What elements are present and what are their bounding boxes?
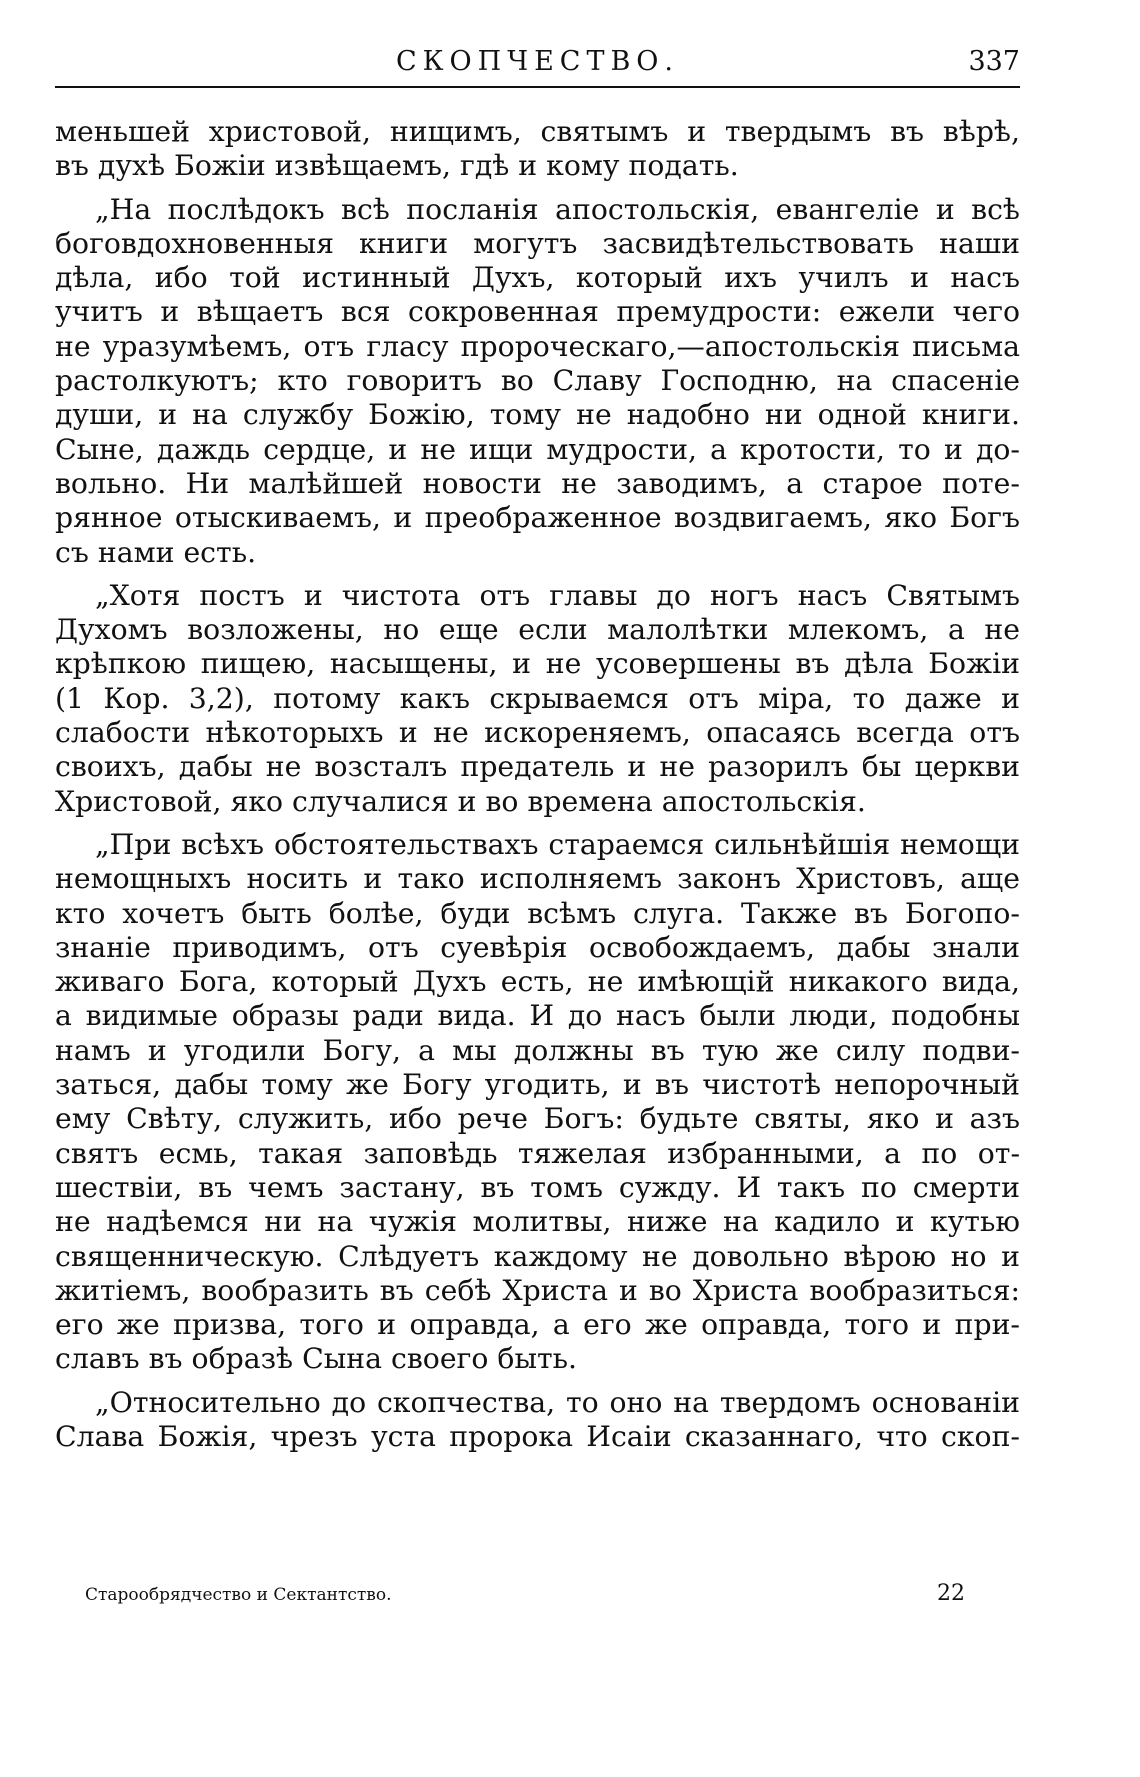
text-line: житіемъ, вообразить въ себѣ Христа и во Христа вообразиться:	[55, 1273, 1020, 1307]
text-line: крѣпкою пищею, насыщены, и не усовершены въ дѣла Божіи	[55, 647, 1020, 681]
text-line: намъ и угодили Богу, а мы должны въ тую же силу подви-	[55, 1033, 1020, 1067]
text-line: заться, дабы тому же Богу угодить, и въ чистотѣ непорочный	[55, 1068, 1020, 1102]
text-line: „Хотя постъ и чистота отъ главы до ногъ насъ Святымъ	[95, 578, 1020, 612]
text-line: Духомъ возложены, но еще если малолѣтки млекомъ, а не	[55, 613, 1020, 647]
text-line: не надѣемся ни на чужія молитвы, ниже на кадило и кутью	[55, 1205, 1020, 1239]
text-line: „Относительно до скопчества, то оно на твердомъ основаніи	[95, 1385, 1020, 1419]
page-footer	[85, 1581, 965, 1615]
text-line: священническую. Слѣдуетъ каждому не довольно вѣрою но и	[55, 1239, 1020, 1273]
text-line: живаго Бога, который Духъ есть, не имѣющій никакого вида,	[55, 965, 1020, 999]
text-line: слабости нѣкоторыхъ и не искореняемъ, опасаясь всегда отъ	[55, 716, 1020, 750]
text-line: (1 Кор. 3,2), потому какъ скрываемся отъ міра, то даже и	[55, 681, 1020, 715]
text-line: а видимые образы ради вида. И до насъ были люди, подобны	[55, 999, 1020, 1033]
paragraph-2	[55, 193, 1020, 570]
text-line: души, и на службу Божію, тому не надобно ни одной книги.	[55, 398, 1020, 432]
text-line: шествіи, въ чемъ застану, въ томъ сужду. И такъ по смерти	[55, 1170, 1020, 1204]
paragraph-3	[55, 579, 1020, 819]
text-line: дѣла, ибо той истинный Духъ, который ихъ училъ и насъ	[55, 261, 1020, 295]
text-line: растолкуютъ; кто говоритъ во Славу Господню, на спасеніе	[55, 364, 1020, 398]
page-number: 337	[968, 46, 1020, 77]
text-line: немощныхъ носить и тако исполняемъ законъ Христовъ, аще	[55, 862, 1020, 896]
page-header	[55, 44, 1020, 84]
text-line: „При всѣхъ обстоятельствахъ стараемся сильнѣйшія немощи	[95, 827, 1020, 861]
signature-mark: 22	[937, 1581, 965, 1606]
footer-title: Старообрядчество и Сектантство.	[85, 1585, 392, 1605]
text-line: кто хочетъ быть болѣе, буди всѣмъ слуга. Также въ Богопо-	[55, 896, 1020, 930]
text-line: въ духѣ Божіи извѣщаемъ, гдѣ и кому подать.	[55, 149, 739, 183]
text-line: меньшей христовой, нищимъ, святымъ и твердымъ въ вѣрѣ,	[55, 115, 1020, 148]
body-text	[55, 115, 1020, 1454]
text-line: рянное отыскиваемъ, и преображенное воздвигаемъ, яко Богъ	[55, 501, 1020, 535]
text-line: ему Свѣту, служить, ибо рече Богъ: будьте святы, яко и азъ	[55, 1102, 1020, 1136]
text-line: вольно. Ни малѣйшей новости не заводимъ, а старое поте-	[55, 466, 1020, 500]
text-line: знаніе приводимъ, отъ суевѣрія освобождаемъ, дабы знали	[55, 930, 1020, 964]
text-line: Сыне, даждь сердце, и не ищи мудрости, а кротости, то и до-	[55, 432, 1020, 466]
paragraph-5	[55, 1386, 1020, 1455]
text-line: боговдохновенныя книги могутъ засвидѣтельствовать наши	[55, 226, 1020, 260]
text-line: славъ въ образѣ Сына своего быть.	[55, 1342, 578, 1376]
text-line: Христовой, яко случалися и во времена апостольскія.	[55, 784, 866, 818]
text-line: учитъ и вѣщаетъ вся сокровенная премудрости: ежели чего	[55, 295, 1020, 329]
text-line: его же призва, того и оправда, а его же оправда, того и при-	[55, 1308, 1020, 1342]
header-rule	[55, 86, 1020, 88]
text-line: съ нами есть.	[55, 535, 257, 569]
paragraph-4	[55, 828, 1020, 1377]
paragraph-1	[55, 115, 1020, 184]
text-line: святъ есмь, такая заповѣдь тяжелая избранными, а по от-	[55, 1136, 1020, 1170]
running-title: СКОПЧЕСТВО.	[395, 46, 680, 77]
text-line: „На послѣдокъ всѣ посланія апостольскія, евангеліе и всѣ	[95, 192, 1020, 226]
text-line: своихъ, дабы не возсталъ предатель и не разорилъ бы церкви	[55, 750, 1020, 784]
text-line: Слава Божія, чрезъ уста пророка Исаіи сказаннаго, что скоп-	[55, 1419, 1020, 1453]
text-line: не уразумѣемъ, отъ гласу пророческаго,—апостольскія письма	[55, 329, 1020, 363]
